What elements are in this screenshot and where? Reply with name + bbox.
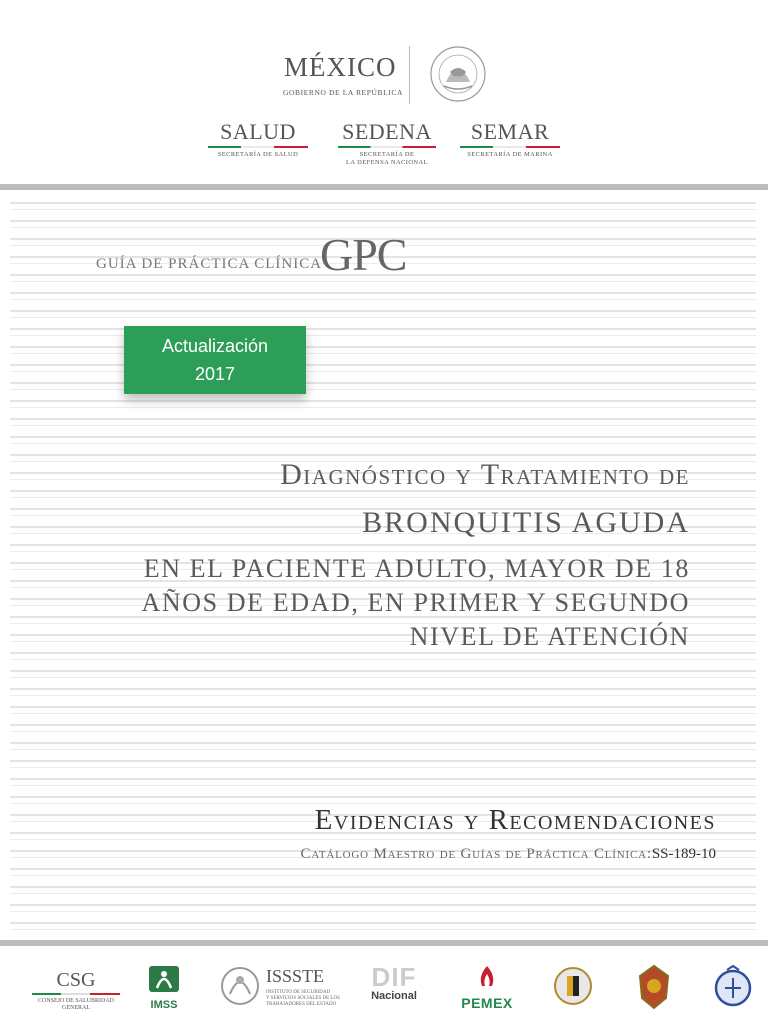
dif-name: DIF xyxy=(371,962,417,992)
agency-semar xyxy=(460,120,560,159)
csg-name: CSG xyxy=(56,969,96,991)
tricolor-bar xyxy=(32,993,120,995)
tricolor-bar xyxy=(460,146,560,148)
evidence-heading: Evidencias y Recomendaciones xyxy=(314,804,716,836)
defensa-seal-logo xyxy=(552,964,594,1013)
imss-emblem-icon xyxy=(147,964,181,994)
tricolor-bar xyxy=(208,146,308,148)
pemex-logo xyxy=(452,964,522,1011)
military-crest-icon xyxy=(636,964,672,1010)
imss-logo xyxy=(144,964,184,1011)
military-crest-logo xyxy=(634,964,674,1015)
issste-line-1: INSTITUTO DE SEGURIDAD xyxy=(266,990,331,995)
agency-sedena-subtitle-1: SECRETARÍA DE xyxy=(359,151,415,158)
marina-seal-icon xyxy=(713,964,753,1010)
gpc-acronym: GPC xyxy=(320,229,407,280)
issste-line-2: Y SERVICIOS SOCIALES DE LOS xyxy=(266,996,340,1001)
issste-line-3: TRABAJADORES DEL ESTADO xyxy=(266,1002,337,1007)
guide-label: GUÍA DE PRÁCTICA CLÍNICA xyxy=(96,256,323,272)
agency-salud xyxy=(208,120,308,159)
agency-semar-subtitle: SECRETARÍA DE MARINA xyxy=(467,151,553,158)
pemex-flame-icon xyxy=(472,964,502,990)
update-label: Actualización xyxy=(161,336,269,356)
agency-sedena xyxy=(338,120,436,167)
catalog-code: SS-189-10 xyxy=(651,846,716,862)
title-line-5: NIVEL DE ATENCIÓN xyxy=(409,622,690,651)
issste-emblem-icon xyxy=(218,964,262,1008)
marina-seal-logo xyxy=(712,964,754,1015)
agency-sedena-name: SEDENA xyxy=(342,119,432,144)
imss-name: IMSS xyxy=(150,999,178,1011)
dif-logo xyxy=(364,964,424,1002)
tricolor-bar xyxy=(338,146,436,148)
update-year: 2017 xyxy=(194,364,236,384)
issste-name: ISSSTE xyxy=(266,966,325,986)
national-seal-icon xyxy=(428,42,488,111)
title-line-1: Diagnóstico y Tratamiento de xyxy=(280,458,690,491)
agency-salud-subtitle: SECRETARÍA DE SALUD xyxy=(217,151,299,158)
title-subtitle xyxy=(142,552,691,654)
catalog-line xyxy=(301,846,716,863)
title-line-2: BRONQUITIS AGUDA xyxy=(362,506,690,539)
csg-logo xyxy=(28,964,124,1012)
agency-salud-name: SALUD xyxy=(220,119,296,144)
mexico-wordmark: MÉXICO xyxy=(284,52,397,82)
agency-semar-name: SEMAR xyxy=(470,119,550,144)
title-line-3: EN EL PACIENTE ADULTO, MAYOR DE 18 xyxy=(143,554,690,583)
csg-line-1: CONSEJO DE SALUBRIDAD xyxy=(37,998,114,1004)
government-label: GOBIERNO DE LA REPÚBLICA xyxy=(283,88,404,97)
catalog-label: Catálogo Maestro de Guías de Práctica Clínica: xyxy=(300,846,652,862)
defensa-seal-icon xyxy=(553,964,593,1008)
agency-sedena-subtitle-2: LA DEFENSA NACIONAL xyxy=(346,159,428,166)
header-divider xyxy=(409,46,410,104)
top-rule xyxy=(0,184,768,190)
update-badge xyxy=(124,326,306,394)
dif-subtitle: Nacional xyxy=(371,990,417,1002)
pemex-name: PEMEX xyxy=(461,995,513,1011)
csg-line-2: GENERAL xyxy=(62,1005,90,1011)
title-line-4: AÑOS DE EDAD, EN PRIMER Y SEGUNDO xyxy=(141,588,690,617)
bottom-rule xyxy=(0,940,768,946)
issste-subtitle xyxy=(266,990,340,1008)
